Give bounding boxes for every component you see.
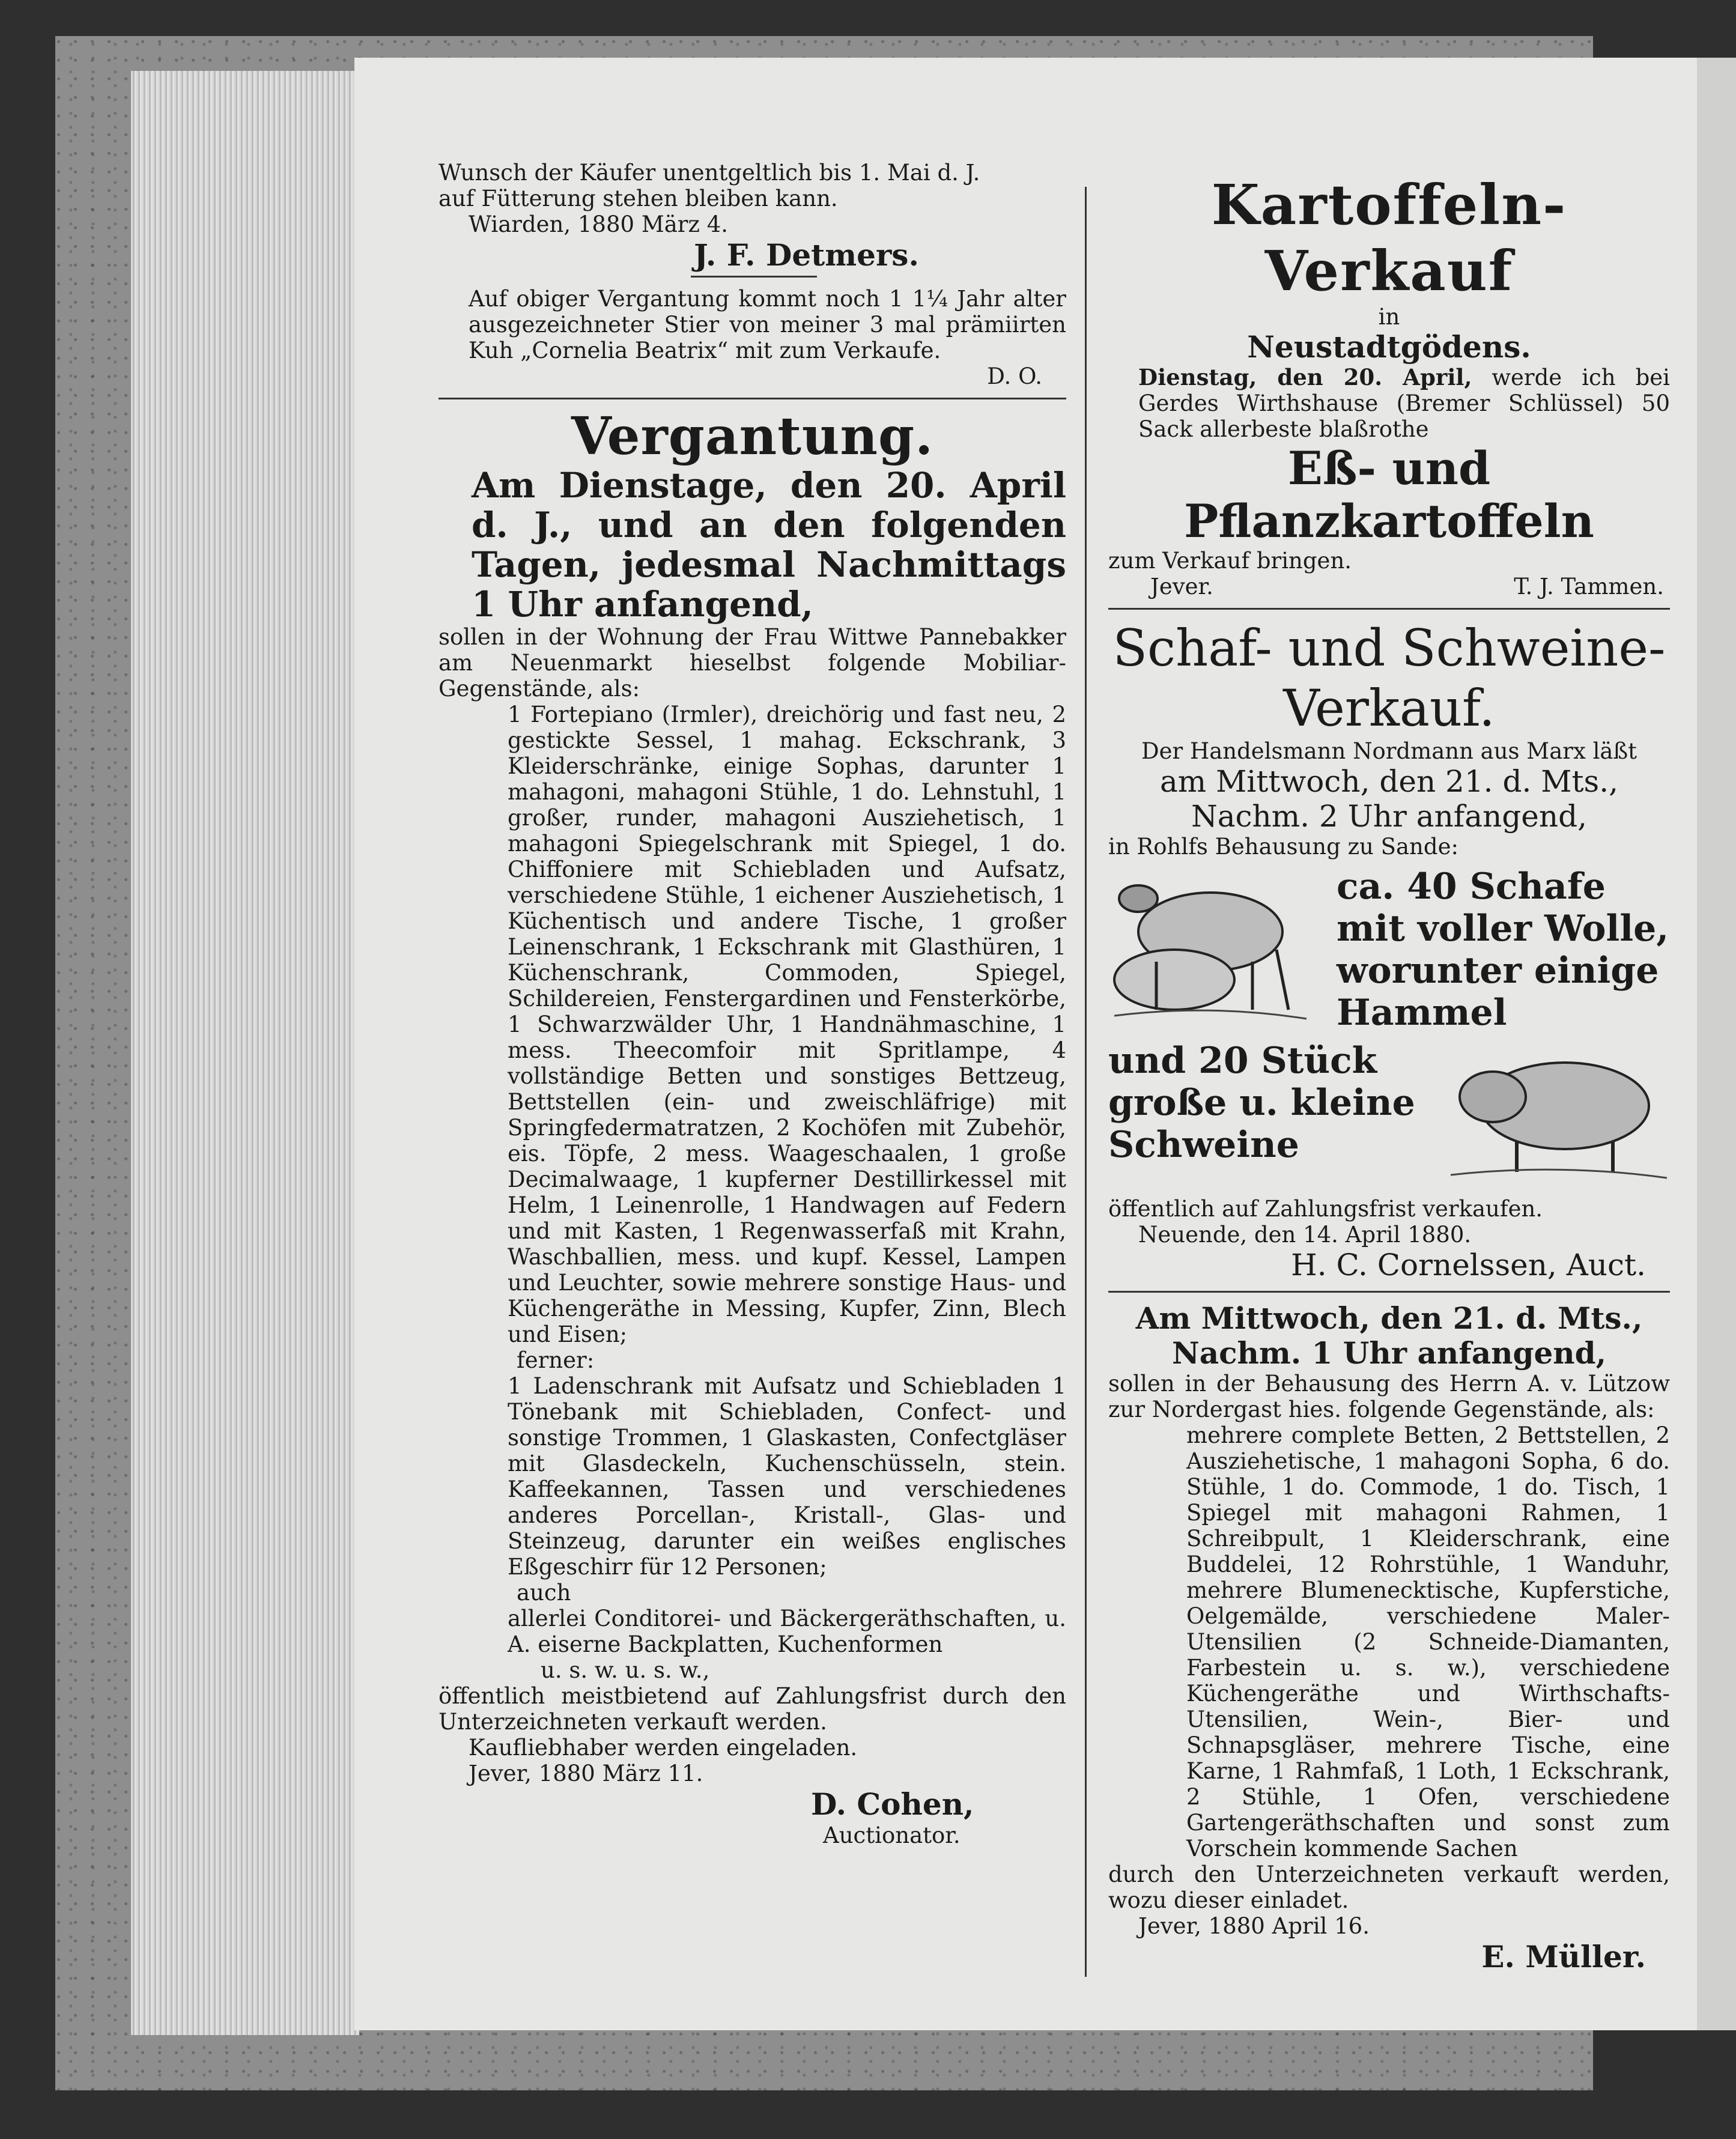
kartoffeln-title: Kartoffeln-Verkauf — [1211, 172, 1567, 303]
schaf-place: Neuende, den 14. April 1880. — [1138, 1222, 1472, 1248]
vergantung-body: sollen in der Wohnung der Frau Wittwe Pannebakker am Neuenmarkt hieselbst folgende Mobiliar-Gegenstände, als: — [439, 624, 1066, 702]
newspaper-page — [354, 58, 1697, 2030]
intro-place: Wiarden, 1880 März 4. — [469, 211, 729, 237]
mueller-place: Jever, 1880 April 16. — [1138, 1913, 1370, 1939]
kartoffeln-date: Dienstag, den 20. April, — [1138, 364, 1472, 390]
section-rule — [439, 398, 1066, 399]
section-rule — [1108, 1291, 1670, 1293]
pig-illustration — [1451, 1040, 1667, 1184]
vergantung-items: 1 Fortepiano (Irmler), dreichörig und fast neu, 2 gestickte Sessel, 1 mahag. Eckschrank, 3 Kleiderschränke, einige Sophas, darunter 1 mahagoni, mahagoni Stühle, 1 do. Lehnstuhl, 1 großer, runder, mahagoni Ausziehetisch, 1 mahagoni Spiegelschrank mit Spiegel, 1 do. Chiffoniere mit Schiebladen und Aufsatz, verschiedene Stühle, 1 eichener Ausziehetisch, 1 Küchentisch und andere Tische, 1 großer Leinenschrank, 1 Eckschrank mit Glasthüren, 1 Küchenschrank, Commoden, Spiegel, Schildereien, Fenstergardinen und Fensterkörbe, 1 Schwarzwälder Uhr, 1 Handnähmaschine, 1 mess. Theecomfoir mit Spritlampe, 4 vollständige Betten und sonstiges Bettzeug, Bettstellen (ein- und zweischläfrige) mit Springfedermatratzen, 2 Kochöfen mit Zubehör, eis. Töpfe, 2 mess. Waageschaalen, 1 große Decimalwaage, 1 kupferner Destillirkessel mit Helm, 1 Leinenrolle, 1 Handwagen auf Federn und mit Kasten, 1 Regenwasserfaß mit Krahn, Waschballien, mess. und kupf. Kessel, Lampen und Leuchter, sowie mehrere sonstige Haus- und Küchengeräthe in Messing, Kupfer, Zinn, Blech und Eisen; — [508, 702, 1066, 1347]
kartoffeln-signature: T. J. Tammen. — [1514, 574, 1664, 599]
kartoffeln-text: werde ich bei Gerdes Wirthshause (Bremer Schlüssel) 50 Sack allerbeste blaßrothe — [1138, 365, 1671, 442]
mueller-signature: E. Müller. — [1481, 1939, 1646, 1974]
facing-page-edge — [1697, 58, 1736, 2030]
schaf-title-2: Verkauf. — [1283, 679, 1495, 738]
usw-line: u. s. w. u. s. w., — [541, 1657, 710, 1683]
intro-line-1: Wunsch der Käufer unentgeltlich bis 1. Mai d. J. — [439, 160, 980, 186]
auch-items: allerlei Conditorei- und Bäckergeräthschaften, u. A. eiserne Backplatten, Kuchenformen — [508, 1606, 1066, 1657]
schaf-end: öffentlich auf Zahlungsfrist verkaufen. — [1108, 1196, 1543, 1222]
ferner-label: ferner: — [517, 1347, 595, 1373]
mueller-head-1: Am Mittwoch, den 21. d. Mts., — [1135, 1300, 1643, 1336]
vergantung-subtitle: Am Dienstage, den 20. April d. J., und an den folgenden Tagen, jedesmal Nachmittags 1 Uhr anfangend, — [472, 465, 1066, 625]
sheep-illustration — [1108, 866, 1313, 1028]
vergantung-closing: öffentlich meistbietend auf Zahlungsfrist durch den Unterzeichneten verkauft werden. — [439, 1683, 1066, 1735]
right-column — [1108, 172, 1670, 1975]
mueller-close: durch den Unterzeichneten verkauft werden, wozu dieser einladet. — [1108, 1861, 1670, 1913]
kartoffeln-city: Jever. — [1150, 574, 1213, 599]
schaf-signature: H. C. Cornelssen, Auct. — [1291, 1248, 1646, 1282]
mueller-items: mehrere complete Betten, 2 Bettstellen, 2 Ausziehetische, 1 mahagoni Sopha, 6 do. Stühle, 1 do. Commode, 1 do. Tisch, 1 Spiegel mit mahagoni Rahmen, 1 Schreibpult, 1 Kleiderschrank, eine Buddelei, 12 Rohrstühle, 1 Wanduhr, mehrere Blumenecktische, Kupferstiche, Oelgemälde, verschiedene Maler-Utensilien (2 Schneide-Diamanten, Farbestein u. s. w.), verschiedene Küchengeräthe und Wirthschafts-Utensilien, Wein-, Bier- und Schnapsgläser, mehrere Tische, eine Karne, 1 Rahmfaß, 1 Loth, 1 Eckschrank, 2 Stühle, 1 Ofen, verschiedene Gartengeräthschaften und sonst zum Vorschein kommende Sachen — [1186, 1422, 1670, 1861]
animals-block — [1108, 860, 1670, 1196]
schaf-line-3: Nachm. 2 Uhr anfangend, — [1191, 799, 1588, 834]
schaf-title-1: Schaf- und Schweine- — [1112, 619, 1666, 678]
cohen-title: Auctionator. — [823, 1822, 961, 1848]
mueller-head-2: Nachm. 1 Uhr anfangend, — [1171, 1335, 1607, 1371]
section-rule — [1108, 608, 1670, 610]
intro-signature: J. F. Detmers. — [694, 237, 919, 273]
ferner-items: 1 Ladenschrank mit Aufsatz und Schiebladen 1 Tönebank mit Schiebladen, Confect- und sonstige Trommen, 1 Glaskasten, Confectgläser mit Glasdeckeln, Kuchenschüsseln, stein. Kaffeekannen, Tassen und verschiedenes anderes Porcellan-, Kristall-, Glas- und Steinzeug, darunter ein weißes englisches Eßgeschirr für 12 Personen; — [508, 1373, 1066, 1580]
pig-text: und 20 Stück große u. kleine Schweine — [1108, 1040, 1415, 1166]
left-place-date: Jever, 1880 März 11. — [469, 1761, 703, 1786]
sheep-text: ca. 40 Schafe mit voller Wolle, worunter einige Hammel — [1337, 866, 1669, 1034]
schaf-line-2: am Mittwoch, den 21. d. Mts., — [1159, 764, 1618, 799]
kartoffeln-place: Neustadtgödens. — [1247, 329, 1531, 365]
schaf-line-1: Der Handelsmann Nordmann aus Marx läßt — [1141, 738, 1637, 764]
short-rule — [691, 276, 817, 278]
auch-label: auch — [517, 1580, 571, 1606]
kartoffeln-end: zum Verkauf bringen. — [1108, 548, 1352, 574]
schaf-line-4: in Rohlfs Behausung zu Sande: — [1108, 834, 1458, 860]
page-edges — [131, 71, 359, 2035]
intro-line-2: auf Fütterung stehen bleiben kann. — [439, 186, 838, 211]
column-divider — [1085, 187, 1087, 1977]
kartoffeln-product: Eß- und Pflanzkartoffeln — [1184, 441, 1594, 548]
addendum-signature: D. O. — [987, 363, 1042, 389]
mueller-body: sollen in der Behausung des Herrn A. v. Lützow zur Nordergast hies. folgende Gegenstände, als: — [1108, 1371, 1670, 1422]
left-column — [439, 160, 1066, 1848]
addendum-text: Auf obiger Vergantung kommt noch 1 1¼ Jahr alter ausgezeichneter Stier von meiner 3 mal prämiirten Kuh „Cornelia Beatrix“ mit zum Verkaufe. — [469, 286, 1066, 363]
vergantung-title: Vergantung. — [571, 406, 934, 467]
cohen-signature: D. Cohen, — [811, 1786, 974, 1822]
invite-line: Kaufliebhaber werden eingeladen. — [469, 1735, 858, 1761]
kartoffeln-in: in — [1378, 304, 1400, 330]
